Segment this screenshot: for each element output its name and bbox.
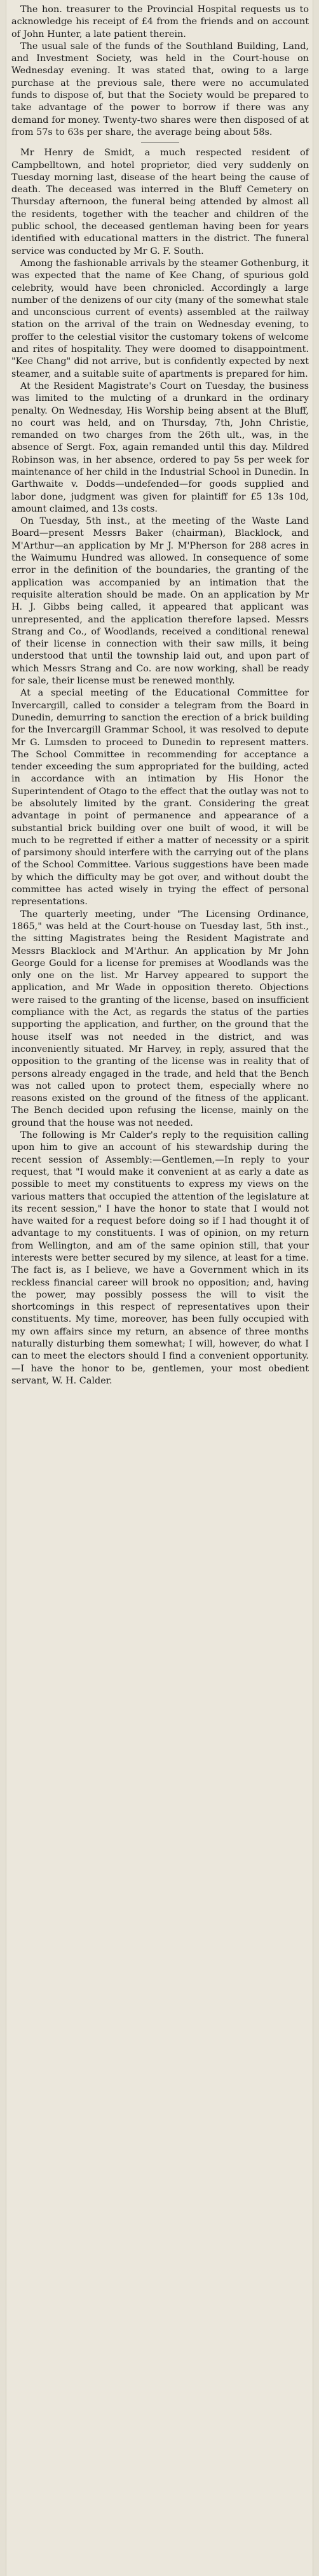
building-society-paragraph: The usual sale of the funds of the Southland Building, Land, and Investment Society, was held in the Court-house on Wednesday evening. It was stated that, owing to a large purchase at the previous sale, there were no accumulated funds to dispose of, but that the Society would be prepared to take advantage of the power to borrow if there was any demand for money. Twenty-two shares were then disposed of at from 57s to 63s per share, the average being about 58s. — [11, 41, 309, 137]
magistrates-court-paragraph: At the Resident Magistrate's Court on Tuesday, the business was limited to the mulcting of a drunkard in the ordinary penalty. On Wednesday, His Worship being absent at the Bluff, no court was held, and on Thursday, 7th, John Christie, remanded on two charges from the 26th ult., was, in the absence of Sergt. Fox, again remanded until this day. Mildred Robinson was, in her absence, ordered to pay 5s per week for maintenance of her child in the Industrial School in Dunedin. In Garthwaite v. Dodds—undefended—for goods supplied and labor done, judgment was given for plaintiff for £5 13s 10d, amount claimed, and 13s costs. — [11, 381, 309, 514]
newspaper-column — [6, 0, 313, 2576]
obituary-paragraph: Mr Henry de Smidt, a much respected resident of Campbelltown, and hotel proprietor, died very suddenly on Tuesday morning last, disease of the heart being the cause of death. The deceased was interred in the Bluff Cemetery on Thursday afternoon, the funeral being attended by almost all the residents, together with the teacher and children of the public school, the deceased gentleman having been for years identified with educational matters in the district. The funeral service was conducted by Mr G. F. South. — [11, 148, 309, 256]
waste-land-board-paragraph: On Tuesday, 5th inst., at the meeting of the Waste Land Board—present Messrs Baker (chairman), Blacklock, and M'Arthur—an application by Mr J. M'Pherson for 288 acres in the Waimumu Hundred was allowed. In consequence of some error in the definition of the boundaries, the granting of the application was accompanied by an intimation that the requisite alteration should be made. On an application by Mr H. J. Gibbs being called, it appeared that applicant was unrepresented, and the application therefore lapsed. Messrs Strang and Co., of Woodlands, received a conditional renewal of their license in connection with their saw mills, it being understood that until the township laid out, and upon part of which Messrs Strang and Co. are now working, shall be ready for sale, their license must be renewed monthly. — [11, 516, 309, 687]
licensing-meeting-paragraph: The quarterly meeting, under "The Licensing Ordinance, 1865," was held at the Court-house on Tuesday last, 5th inst., the sitting Magistrates being the Resident Magistrate and Messrs Blacklock and M'Arthur. An application by Mr John George Gould for a license for premises at Woodlands was the only one on the list. Mr Harvey appeared to support the application, and Mr Wade in opposition thereto. Objections were raised to the granting of the license, based on insufficient compliance with the Act, as regards the status of the parties supporting the application, and further, on the ground that the house itself was not needed in the district, and was inconveniently situated. Mr Harvey, in reply, assured that the opposition to the granting of the license was in reality that of persons already engaged in the trade, and held that the Bench was not called upon to protect them, especially where no reasons existed on the ground of the fitness of the applicant. The Bench decided upon refusing the license, mainly on the ground that the house was not needed. — [11, 909, 309, 1128]
educational-committee-paragraph: At a special meeting of the Educational Committee for Invercargill, called to consider a telegram from the Board in Dunedin, demurring to sanction the erection of a brick building for the Invercargill Grammar School, it was resolved to depute Mr G. Lumsden to proceed to Dunedin to represent matters. The School Committee in recommending for acceptance a tender exceeding the sum appropriated for the building, acted in accordance with an intimation by His Honor the Superintendent of Otago to the effect that the outlay was not to be absolutely limited by the grant. Considering the great advantage in point of permanence and appearance of a substantial brick building over one built of wood, it will be much to be regretted if either a matter of necessity or a spirit of parsimony should interfere with the carrying out of the plans of the School Committee. Various suggestions have been made by which the difficulty may be got over, and without doubt the committee has acted wisely in trying the effect of personal representations. — [11, 688, 309, 907]
calder-reply-paragraph: The following is Mr Calder's reply to the requisition calling upon him to give an account of his stewardship during the recent session of Assembly:—Gentlemen,—In reply to your request, that "I would make it convenient at as early a date as possible to meet my constituents to express my views on the various matters that occupied the attention of the legislature at its recent session," I have the honor to state that I would not have waited for a request before doing so if I had thought it of advantage to my constituents. I was of opinion, on my return from Wellington, and am of the same opinion still, that your interests were better secured by my silence, at least for a time. The fact is, as I believe, we have a Government which in its reckless financial career will brook no opposition; and, having the power, may possibly possess the will to visit the shortcomings in this respect of representatives upon their constituents. My time, moreover, has been fully occupied with my own affairs since my return, an absence of three months naturally disturbing them somewhat; I will, however, do what I can to meet the electors should I find a convenient opportunity.—I have the honor to be, gentlemen, your most obedient servant, W. H. Calder. — [11, 1130, 309, 1386]
kee-chang-paragraph: Among the fashionable arrivals by the steamer Gothenburg, it was expected that the name of Kee Chang, of spurious gold celebrity, would have been chronicled. Accordingly a large number of the denizens of our city (many of the somewhat stale and unconscious current of events) assembled at the railway station on the arrival of the train on Wednesday evening, to proffer to the celestial visitor the customary tokens of welcome and rites of hospitality. They were doomed to disappointment. "Kee Chang" did not arrive, but is confidently expected by next steamer, and a suitable suite of apartments is prepared for him. — [11, 258, 309, 379]
hospital-acknowledgement-paragraph: The hon. treasurer to the Provincial Hospital requests us to acknowledge his receipt of £4 from the friends and on account of John Hunter, a late patient therein. — [11, 4, 309, 39]
